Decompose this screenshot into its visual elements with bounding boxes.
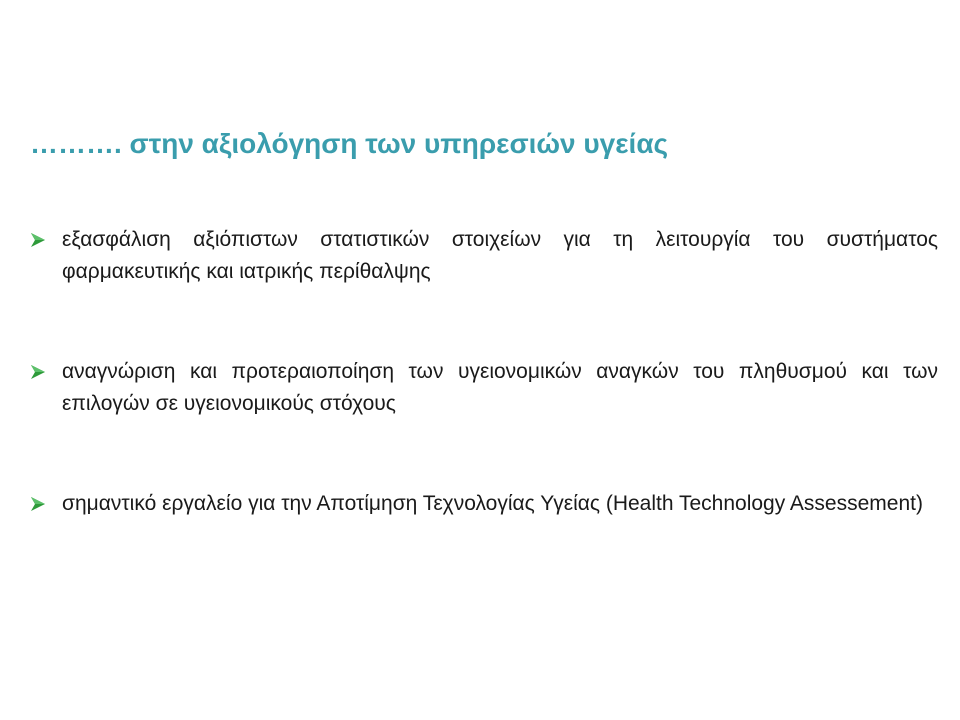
bullet-item: [30, 488, 938, 520]
arrowhead-bullet-icon: [30, 232, 46, 248]
bullet-text: εξασφάλιση αξιόπιστων στατιστικών στοιχείων για τη λειτουργία του συστήματος φαρμακευτικής και ιατρικής περίθαλψης: [62, 228, 938, 283]
bullet-item: [30, 356, 938, 420]
bullet-list: [30, 224, 938, 588]
arrowhead-bullet-icon: [30, 496, 46, 512]
arrowhead-bullet-icon: [30, 364, 46, 380]
bullet-text: σημαντικό εργαλείο για την Αποτίμηση Τεχνολογίας Υγείας (Health Technology Assessement): [62, 492, 923, 515]
bullet-item: [30, 224, 938, 288]
slide-title: ………. στην αξιολόγηση των υπηρεσιών υγείας: [30, 128, 669, 159]
bullet-text: αναγνώριση και προτεραιοποίηση των υγειονομικών αναγκών του πληθυσμού και των επιλογών σε υγειονομικούς στόχους: [62, 360, 938, 415]
